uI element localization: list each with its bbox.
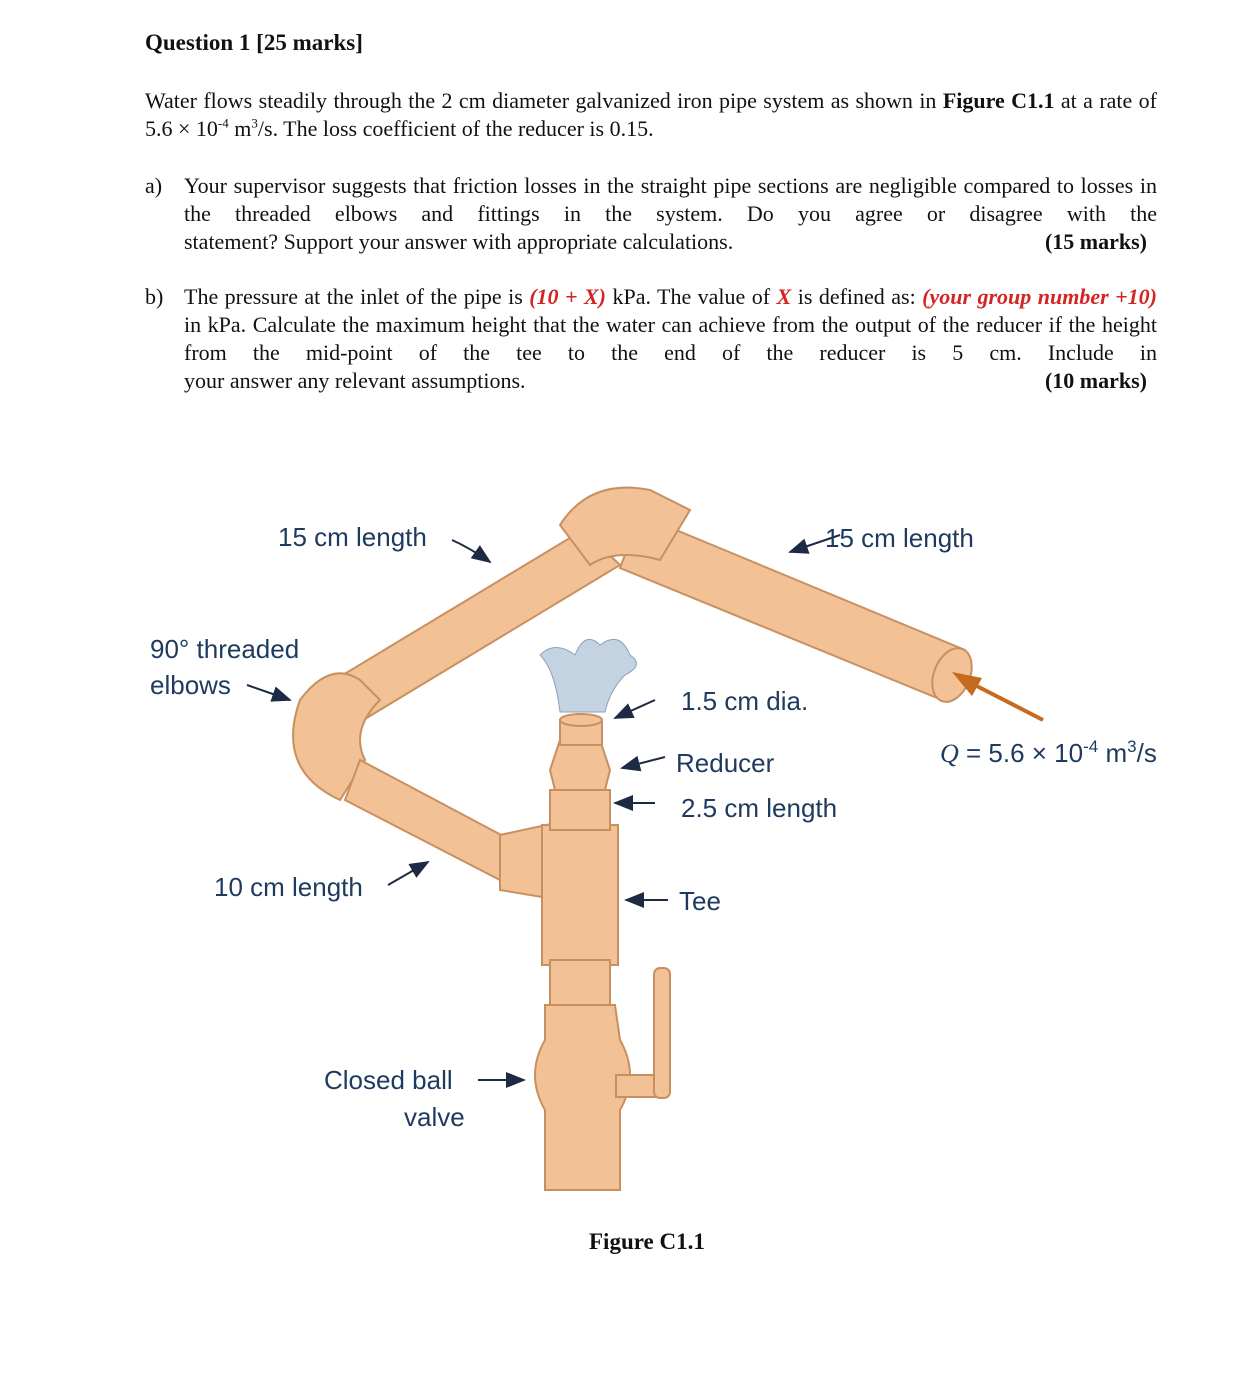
label-elbows-line1: 90° threaded bbox=[150, 634, 300, 664]
question-title: Question 1 [25 marks] bbox=[145, 30, 363, 55]
label-elbows-line2: elbows bbox=[150, 670, 231, 700]
label-valve-line2: valve bbox=[404, 1102, 465, 1132]
figure-reference: Figure C1.1 bbox=[942, 88, 1055, 113]
label-diameter: 1.5 cm dia. bbox=[681, 686, 809, 716]
label-flow-rate: $Q = 5.6 \times 10^{-4}$ $m^3/s$ bbox=[940, 737, 1157, 768]
label-reducer: Reducer bbox=[676, 748, 775, 778]
part-a: a) Your supervisor suggests that friction losses in the straight pipe sections are negligible compared to losses in the threaded elbows and fittings in the system. Do you agree or disagree with the statement? Support your answer with appropriate calculations. (15 marks) bbox=[145, 173, 1157, 254]
question-intro: Water flows steadily through the 2 cm diameter galvanized iron pipe system as shown in Figure C1.1 at a rate of $5.6 \times 10^{-4}$ $m^3/s$. The loss coefficient of the reducer is 0.15. bbox=[145, 88, 1157, 141]
label-15cm-left: 15 cm length bbox=[278, 522, 427, 552]
part-b: b) The pressure at the inlet of the pipe is (10 + X) kPa. The value of X is defined as: (your group number +10) in kPa. Calculate the maximum height that the water can achieve from the output of the reducer if the height from the mid-point of the tee to the end of the reducer is 5 cm. Include in your answer any relevant assumptions. (10 marks) bbox=[145, 284, 1157, 393]
label-15cm-right: 15 cm length bbox=[825, 523, 974, 553]
part-a-text: Your supervisor suggests that friction losses in the straight pipe sections are negligible compared to losses in the threaded elbows and fittings in the system. Do you agree or disagree with the bbox=[184, 173, 1157, 226]
label-valve-line1: Closed ball bbox=[324, 1065, 453, 1095]
label-10cm: 10 cm length bbox=[214, 872, 363, 902]
part-b-label: b) bbox=[145, 284, 164, 309]
part-a-marks: (15 marks) bbox=[1044, 229, 1147, 254]
figure-caption: Figure C1.1 bbox=[589, 1229, 705, 1254]
part-a-label: a) bbox=[145, 173, 163, 198]
part-b-marks: (10 marks) bbox=[1044, 368, 1147, 393]
water-spray bbox=[540, 639, 636, 712]
label-tee: Tee bbox=[679, 886, 721, 916]
label-length: 2.5 cm length bbox=[681, 793, 838, 823]
flow-arrow bbox=[952, 672, 1043, 720]
